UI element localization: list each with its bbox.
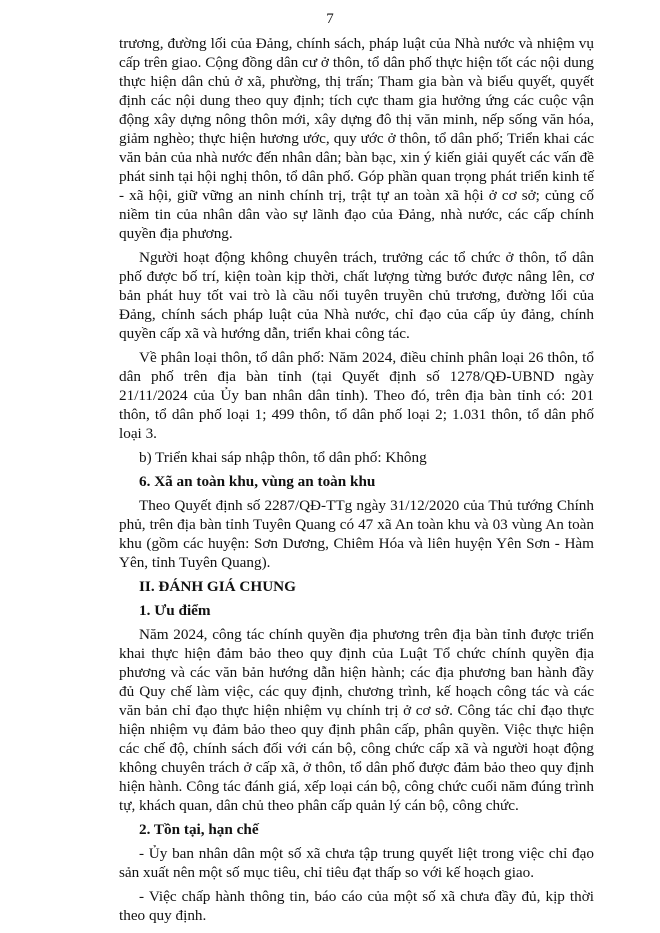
section-heading-safe-zone: 6. Xã an toàn khu, vùng an toàn khu xyxy=(139,473,376,490)
paragraph: b) Triển khai sáp nhập thôn, tổ dân phố: Không xyxy=(139,449,427,466)
paragraph: Người hoạt động không chuyên trách, trưởng các tổ chức ở thôn, tổ dân phố được bố trí, kiện toàn kịp thời, chất lượng từng bước được nâng lên, cơ bản phát huy tốt vai trò là cầu nối tuyên truyền chủ trương, đường lối của Đảng, chính sách pháp luật của Nhà nước, chỉ đạo của cấp ủy đảng, chính quyền cấp xã và hướng dẫn, triển khai công tác. xyxy=(119,249,594,342)
page-number: 7 xyxy=(326,11,334,27)
paragraph: Về phân loại thôn, tổ dân phố: Năm 2024, điều chỉnh phân loại 26 thôn, tổ dân phố trên địa bàn tỉnh (tại Quyết định số 1278/QĐ-UBND ngày 21/11/2024 của Ủy ban nhân dân tỉnh). Theo đó, trên địa bàn tỉnh có: 201 thôn, tổ dân phố loại 1; 499 thôn, tổ dân phố loại 2; 1.031 thôn, tổ dân phố loại 3. xyxy=(119,349,594,442)
paragraph: - Ủy ban nhân dân một số xã chưa tập trung quyết liệt trong việc chỉ đạo sản xuất nên một số mục tiêu, chỉ tiêu đạt thấp so với kế hoạch giao. xyxy=(119,845,594,881)
section-heading-general-assessment: II. ĐÁNH GIÁ CHUNG xyxy=(139,578,296,595)
section-heading-advantages: 1. Ưu điểm xyxy=(139,602,211,619)
paragraph: trương, đường lối của Đảng, chính sách, pháp luật của Nhà nước và nhiệm vụ cấp trên giao. Cộng đồng dân cư ở thôn, tổ dân phố thực hiện tốt các nội dung thực hiện dân chủ ở xã, phường, thị trấn; Tham gia bàn và biểu quyết, quyết định các nội dung theo quy định; tích cực tham gia hưởng ứng các cuộc vận động xây dựng nông thôn mới, xây dựng đô thị văn minh, nếp sống văn hóa, giảm nghèo; thực hiện hương ước, quy ước ở thôn, tổ dân phố; Triển khai các văn bản của nhà nước đến nhân dân; bàn bạc, xin ý kiến giải quyết các vấn đề phát sinh tại hội nghị thôn, tổ dân phố. Góp phần quan trọng phát triển kinh tế - xã hội, giữ vững an ninh chính trị, trật tự an toàn xã hội ở cơ sở; củng cố niềm tin của nhân dân vào sự lãnh đạo của Đảng, nhà nước, các cấp chính quyền địa phương. xyxy=(119,35,594,242)
paragraph: Theo Quyết định số 2287/QĐ-TTg ngày 31/12/2020 của Thủ tướng Chính phủ, trên địa bàn tỉnh Tuyên Quang có 47 xã An toàn khu và 03 vùng An toàn khu (gồm các huyện: Sơn Dương, Chiêm Hóa và liên huyện Yên Sơn - Hàm Yên, tỉnh Tuyên Quang). xyxy=(119,497,594,571)
paragraph: Năm 2024, công tác chính quyền địa phương trên địa bàn tỉnh được triển khai thực hiện đảm bảo theo quy định của Luật Tổ chức chính quyền địa phương và các văn bản hướng dẫn hiện hành; các địa phương ban hành đầy đủ Quy chế làm việc, các quy định, chương trình, kế hoạch công tác và các văn bản chỉ đạo thực hiện nhiệm vụ chính trị ở cơ sở. Công tác chỉ đạo thực hiện nhiệm vụ đảm bảo theo quy định phân cấp, phân quyền. Việc thực hiện các chế độ, chính sách đối với cán bộ, công chức cấp xã và người hoạt động không chuyên trách ở cấp xã, ở thôn, tổ dân phố được đảm bảo theo quy định hiện hành. Công tác đánh giá, xếp loại cán bộ, công chức cuối năm đúng trình tự, khách quan, dân chủ theo phân cấp quản lý cán bộ, công chức. xyxy=(119,626,594,814)
document-body xyxy=(119,34,594,930)
section-heading-limitations: 2. Tồn tại, hạn chế xyxy=(139,821,259,838)
paragraph: - Việc chấp hành thông tin, báo cáo của một số xã chưa đầy đủ, kịp thời theo quy định. xyxy=(119,888,594,924)
